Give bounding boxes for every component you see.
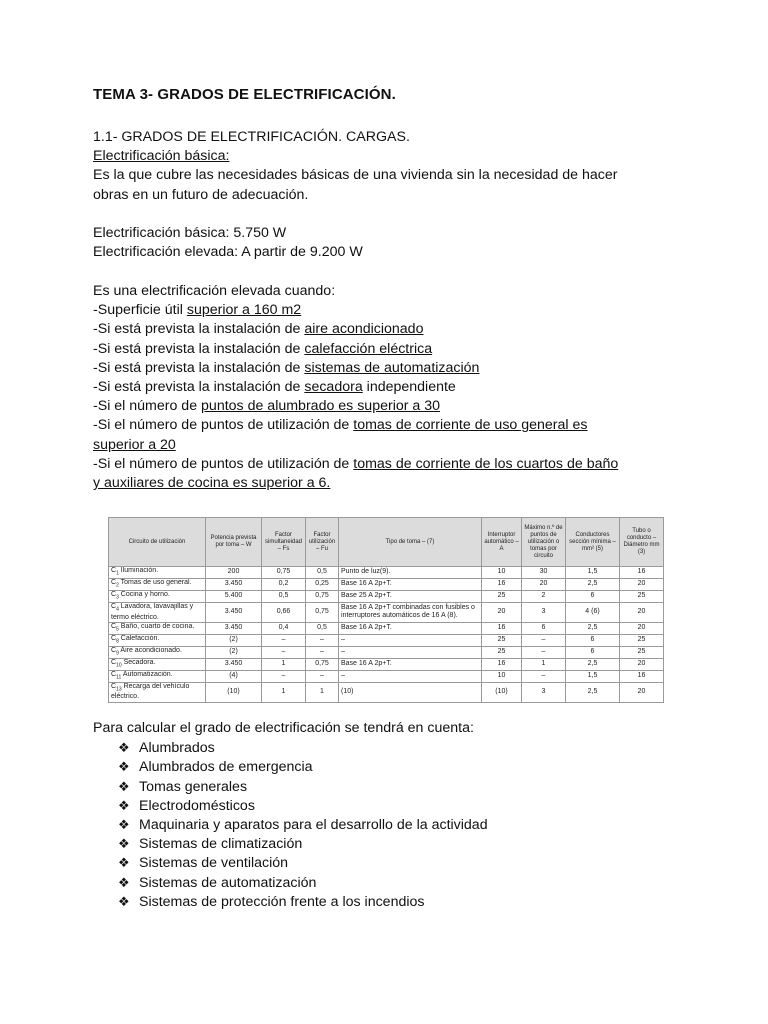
circuit-number: 11	[116, 674, 122, 681]
cell-tube: 25	[620, 646, 664, 658]
list-item	[118, 892, 678, 911]
list-item	[118, 777, 678, 796]
cell-fu: –	[306, 646, 339, 658]
list-item	[118, 873, 678, 892]
cell-fs: 0,2	[262, 578, 306, 590]
condition-electric-heating	[93, 340, 678, 359]
cell-breaker: 16	[482, 623, 522, 635]
header-power: Potencia prevista por toma – W	[206, 518, 262, 567]
cell-breaker: 16	[482, 658, 522, 670]
cell-breaker: 25	[482, 646, 522, 658]
cell-toma: Base 16 A 2p+T.	[339, 658, 482, 670]
diamond-icon: ❖	[118, 759, 130, 775]
table-header-row	[109, 518, 664, 567]
cell-circuit	[109, 670, 206, 682]
header-section: Conductores sección mínima – mm² (5)	[566, 518, 620, 567]
circuit-name: Tomas de uso general.	[118, 578, 192, 586]
condition-air-conditioning	[93, 320, 678, 339]
cell-fs: –	[262, 646, 306, 658]
cell-breaker: 20	[482, 602, 522, 622]
cell-fu: 0,5	[306, 623, 339, 635]
circuit-id: C	[111, 590, 117, 598]
cell-power: (10)	[206, 682, 262, 702]
cell-section: 2,5	[566, 623, 620, 635]
cell-points: 30	[522, 567, 566, 579]
list-item	[118, 815, 678, 834]
cell-section: 1,5	[566, 567, 620, 579]
cell-power: 3.450	[206, 602, 262, 622]
circuit-id: C	[111, 602, 117, 610]
condition-text: -Si está prevista la instalación de	[93, 321, 305, 338]
cell-fu: 0,75	[306, 602, 339, 622]
cell-section: 6	[566, 646, 620, 658]
list-item-label: Alumbrados de emergencia	[139, 759, 313, 776]
condition-text: -Si el número de	[93, 398, 202, 415]
cell-circuit	[109, 682, 206, 702]
cell-toma: (10)	[339, 682, 482, 702]
calc-list	[93, 738, 678, 911]
cell-points: –	[522, 634, 566, 646]
diamond-icon: ❖	[118, 797, 130, 813]
cell-power: 3.450	[206, 658, 262, 670]
condition-text: -Si el número de puntos de utilización de	[93, 417, 354, 434]
cell-circuit	[109, 634, 206, 646]
circuit-id: C	[111, 682, 117, 690]
table-row	[109, 682, 664, 702]
list-item-label: Sistemas de automatización	[139, 874, 317, 891]
table-row	[109, 602, 664, 622]
cell-toma: Punto de luz(9).	[339, 567, 482, 579]
table-row	[109, 634, 664, 646]
circuit-number: 9	[116, 650, 119, 657]
cell-fs: 0,66	[262, 602, 306, 622]
cell-breaker: (10)	[482, 682, 522, 702]
circuit-table-figure	[108, 517, 663, 703]
cell-power: (2)	[206, 634, 262, 646]
cell-points: 20	[522, 578, 566, 590]
diamond-icon: ❖	[118, 893, 130, 909]
cell-fu: 1	[306, 682, 339, 702]
list-item-label: Sistemas de ventilación	[139, 855, 289, 872]
table-row	[109, 623, 664, 635]
condition-underlined: tomas de corriente de los cuartos de baño	[353, 455, 619, 472]
list-item	[118, 738, 678, 757]
cell-tube: 16	[620, 670, 664, 682]
cell-points: 1	[522, 658, 566, 670]
list-item-label: Maquinaria y aparatos para el desarrollo de la actividad	[139, 816, 488, 833]
list-item-label: Tomas generales	[139, 778, 248, 795]
circuit-number: 10	[116, 662, 122, 669]
list-item-label: Alumbrados	[139, 740, 215, 757]
circuit-name: Secadora.	[121, 658, 156, 666]
cell-section: 2,5	[566, 658, 620, 670]
cell-fs: 0,4	[262, 623, 306, 635]
circuit-name: Recarga del vehículo eléctrico.	[111, 682, 190, 701]
calc-section	[93, 719, 678, 911]
condition-underlined: superior a 160 m2	[186, 302, 302, 319]
cell-section: 4 (6)	[566, 602, 620, 622]
condition-text: -Si el número de puntos de utilización de	[93, 455, 354, 472]
table-row	[109, 590, 664, 602]
section-intro	[93, 128, 678, 205]
cell-fs: 1	[262, 658, 306, 670]
cell-fu: 0,75	[306, 658, 339, 670]
header-toma: Tipo de toma – (7)	[339, 518, 482, 567]
condition-underlined: calefacción eléctrica	[304, 340, 433, 357]
diamond-icon: ❖	[118, 816, 130, 832]
cell-breaker: 25	[482, 590, 522, 602]
elevated-conditions	[93, 282, 678, 493]
circuit-id: C	[111, 634, 117, 642]
circuit-name: Baño, cuarto de cocina.	[118, 623, 195, 631]
cell-tube: 25	[620, 634, 664, 646]
cell-fu: 0,75	[306, 590, 339, 602]
cell-power: 3.450	[206, 623, 262, 635]
circuit-table	[108, 517, 664, 703]
cell-circuit	[109, 602, 206, 622]
basic-description-line-2: obras en un futuro de adecuación.	[93, 186, 309, 203]
condition-underlined: aire acondicionado	[304, 321, 424, 338]
circuit-number: 4	[116, 606, 119, 613]
circuit-id: C	[111, 646, 117, 654]
circuit-number: 8	[116, 638, 119, 645]
circuit-name: Lavadora, lavavajillas y termo eléctrico.	[111, 602, 194, 621]
cell-breaker: 16	[482, 578, 522, 590]
circuit-name: Automatización.	[121, 670, 173, 678]
circuit-id: C	[111, 670, 117, 678]
condition-text: -Si está prevista la instalación de	[93, 379, 305, 396]
cell-power: 200	[206, 567, 262, 579]
cell-points: 3	[522, 682, 566, 702]
cell-points: 6	[522, 623, 566, 635]
cell-points: 3	[522, 602, 566, 622]
header-breaker: Interruptor automático – A	[482, 518, 522, 567]
cell-fs: 0,75	[262, 567, 306, 579]
cell-points: –	[522, 670, 566, 682]
cell-power: 3.450	[206, 578, 262, 590]
cell-breaker: 10	[482, 567, 522, 579]
cell-toma: Base 16 A 2p+T.	[339, 578, 482, 590]
table-row	[109, 567, 664, 579]
cell-fs: 0,5	[262, 590, 306, 602]
circuit-table-body	[109, 567, 664, 703]
table-row	[109, 658, 664, 670]
condition-text: independiente	[362, 379, 456, 396]
cell-toma: Base 25 A 2p+T.	[339, 590, 482, 602]
condition-general-outlets	[93, 416, 678, 435]
list-item	[118, 757, 678, 776]
circuit-id: C	[111, 658, 117, 666]
diamond-icon: ❖	[118, 836, 130, 852]
condition-underlined: puntos de alumbrado es superior a 30	[201, 398, 441, 415]
cell-fs: –	[262, 670, 306, 682]
header-tube: Tubo o conducto – Diámetro mm (3)	[620, 518, 664, 567]
calc-intro: Para calcular el grado de electrificación se tendrá en cuenta:	[93, 720, 474, 736]
cell-tube: 20	[620, 658, 664, 670]
cell-section: 2,5	[566, 578, 620, 590]
cell-toma: Base 16 A 2p+T combinadas con fusibles o interruptores automáticos de 16 A (8).	[339, 602, 482, 622]
cell-circuit	[109, 658, 206, 670]
table-row	[109, 578, 664, 590]
condition-dryer	[93, 378, 678, 397]
circuit-number: 1	[116, 570, 119, 577]
page-title: TEMA 3- GRADOS DE ELECTRIFICACIÓN.	[93, 86, 396, 103]
condition-lighting-points	[93, 397, 678, 416]
cell-points: 2	[522, 590, 566, 602]
condition-bathroom-outlets	[93, 455, 678, 474]
circuit-name: Cocina y horno.	[118, 590, 170, 598]
circuit-id: C	[111, 578, 117, 586]
condition-underlined: tomas de corriente de uso general es	[353, 417, 588, 434]
cell-power: (4)	[206, 670, 262, 682]
cell-tube: 20	[620, 602, 664, 622]
table-row	[109, 646, 664, 658]
cell-section: 1,5	[566, 670, 620, 682]
basic-description-line-1: Es la que cubre las necesidades básicas de una vivienda sin la necesidad de hacer	[93, 167, 618, 184]
cell-fu: –	[306, 634, 339, 646]
conditions-intro: Es una electrificación elevada cuando:	[93, 283, 336, 299]
condition-underlined: secadora	[304, 379, 363, 396]
cell-power: 5.400	[206, 590, 262, 602]
cell-toma: –	[339, 670, 482, 682]
circuit-name: Aire acondicionado.	[118, 646, 182, 654]
list-item	[118, 796, 678, 815]
basic-level: Electrificación básica: 5.750 W	[93, 225, 287, 241]
cell-tube: 20	[620, 682, 664, 702]
circuit-id: C	[111, 567, 117, 574]
cell-tube: 16	[620, 567, 664, 579]
condition-general-outlets-cont: superior a 20	[93, 436, 176, 453]
condition-bathroom-outlets-cont: y auxiliares de cocina es superior a 6.	[93, 475, 331, 492]
cell-section: 6	[566, 634, 620, 646]
cell-power: (2)	[206, 646, 262, 658]
circuit-name: Iluminación.	[118, 567, 159, 574]
elevated-level: Electrificación elevada: A partir de 9.200 W	[93, 244, 363, 261]
diamond-icon: ❖	[118, 778, 130, 794]
list-item	[118, 834, 678, 853]
basic-label: Electrificación básica:	[93, 148, 230, 165]
diamond-icon: ❖	[118, 740, 130, 756]
header-points: Máximo n.º de puntos de utilización o tomas por circuito	[522, 518, 566, 567]
list-item-label: Sistemas de protección frente a los incendios	[139, 893, 425, 910]
cell-circuit	[109, 623, 206, 635]
cell-circuit	[109, 578, 206, 590]
diamond-icon: ❖	[118, 855, 130, 871]
cell-fs: 1	[262, 682, 306, 702]
cell-fs: –	[262, 634, 306, 646]
cell-tube: 20	[620, 578, 664, 590]
condition-text: -Si está prevista la instalación de	[93, 340, 305, 357]
condition-underlined: sistemas de automatización	[304, 359, 480, 376]
circuit-number: 2	[116, 582, 119, 589]
circuit-id: C	[111, 623, 117, 631]
condition-text: -Si está prevista la instalación de	[93, 359, 305, 376]
header-circuit: Circuito de utilización	[109, 518, 206, 567]
header-fu: Factor utilización – Fu	[306, 518, 339, 567]
cell-fu: –	[306, 670, 339, 682]
cell-section: 2,5	[566, 682, 620, 702]
cell-breaker: 25	[482, 634, 522, 646]
list-item-label: Electrodomésticos	[139, 797, 255, 814]
cell-fu: 0,25	[306, 578, 339, 590]
circuit-number: 3	[116, 594, 119, 601]
cell-toma: Base 16 A 2p+T.	[339, 623, 482, 635]
cell-section: 6	[566, 590, 620, 602]
section-heading: 1.1- GRADOS DE ELECTRIFICACIÓN. CARGAS.	[93, 129, 410, 145]
condition-text: -Superficie útil	[93, 302, 187, 319]
circuit-name: Calefacción.	[118, 634, 160, 642]
condition-automation	[93, 359, 678, 378]
cell-circuit	[109, 590, 206, 602]
cell-toma: –	[339, 634, 482, 646]
electrification-levels	[93, 224, 678, 262]
header-fs: Factor simultaneidad – Fs	[262, 518, 306, 567]
cell-tube: 20	[620, 623, 664, 635]
cell-points: –	[522, 646, 566, 658]
list-item	[118, 853, 678, 872]
table-row	[109, 670, 664, 682]
circuit-number: 5	[116, 626, 119, 633]
cell-breaker: 10	[482, 670, 522, 682]
diamond-icon: ❖	[118, 874, 130, 890]
condition-surface	[93, 301, 678, 320]
cell-fu: 0,5	[306, 567, 339, 579]
list-item-label: Sistemas de climatización	[139, 836, 303, 853]
circuit-number: 13	[116, 685, 122, 692]
cell-tube: 25	[620, 590, 664, 602]
cell-circuit	[109, 646, 206, 658]
cell-toma: –	[339, 646, 482, 658]
cell-circuit	[109, 567, 206, 579]
